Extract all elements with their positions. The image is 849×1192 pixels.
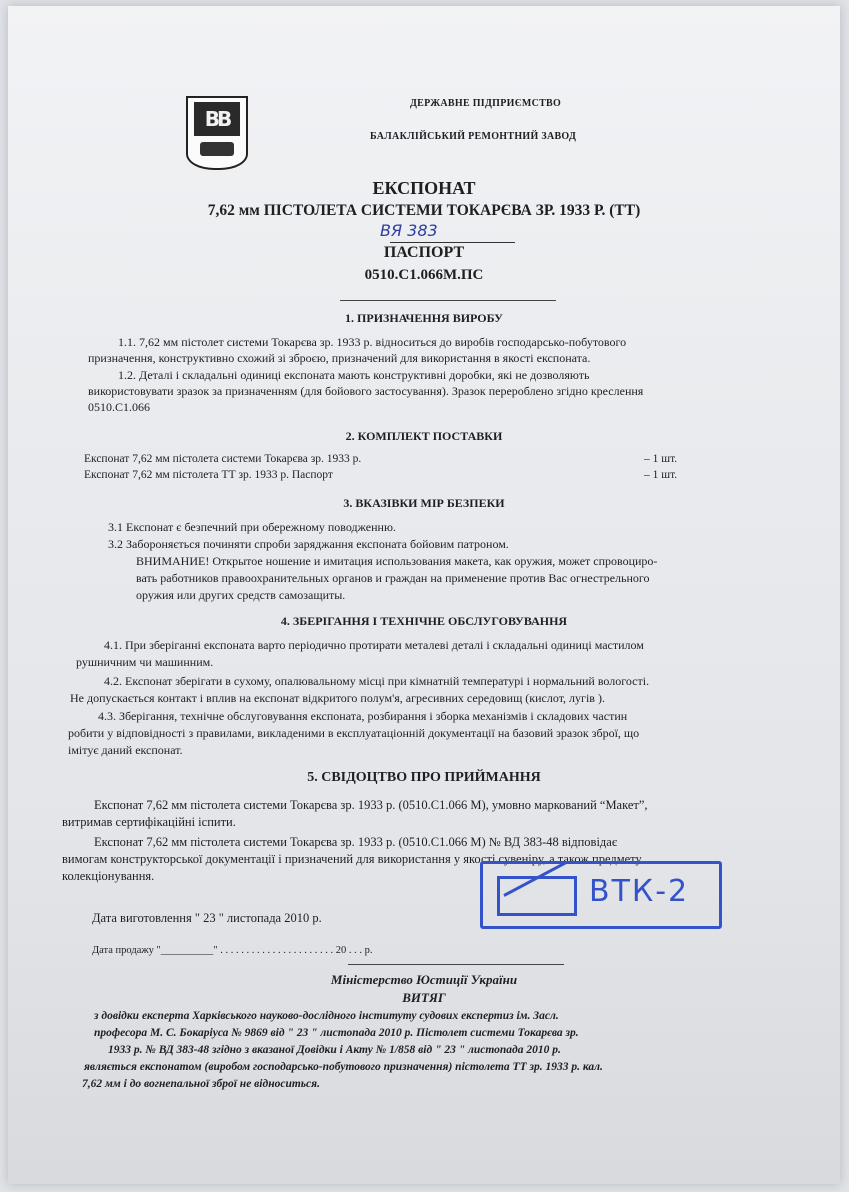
s1-p1-line2: призначення, конструктивно схожий зі зброєю, призначений для використання в якості експоната. [88,351,591,365]
s5-p2-line2: вимогам конструкторської документації і призначений для використання у якості сувеніру, а також предмету [62,852,642,866]
qc-stamp [480,861,722,929]
factory-logo [186,96,248,170]
kit-item-1: Експонат 7,62 мм пістолета системи Токарєва зр. 1933 р. [84,453,362,465]
s1-p2-line3: 0510.С1.066 [88,400,151,414]
stamp-box-icon [497,876,577,916]
extract-line-2: професора М. С. Бокаріуса № 9869 від " 23 " листопада 2010 р. Пістолет системи Токарєва зр. [94,1027,579,1039]
doc-title: ЕКСПОНАТ [372,178,476,198]
s1-p1-line1: 1.1. 7,62 мм пістолет системи Токарєва зр. 1933 р. відноситься до виробів господарсько-побутового [118,335,627,349]
doc-code: 0510.С1.066М.ПС [364,267,484,283]
extract-title: ВИТЯГ [402,990,446,1005]
section-2-heading: 2. КОМПЛЕКТ ПОСТАВКИ [345,429,503,443]
s5-p1-line1: Експонат 7,62 мм пістолета системи Токарєва зр. 1933 р. (0510.С1.066 М), умовно маркований “Макет”, [94,798,648,812]
s5-p2-line3: колекціонування. [62,869,155,883]
section-3-heading: 3. ВКАЗІВКИ МІР БЕЗПЕКИ [343,496,505,510]
s1-p2-line2: використовувати зразок за призначенням (для бойового застосування). Зразок перероблено згідно креслення [88,384,644,398]
stamp-text: ВТК-2 [589,874,690,909]
manufacture-date: Дата виготовлення " 23 " листопада 2010 р. [92,911,322,925]
extract-line-3: 1933 р. № ВД 383-48 згідно з вказаної Довідки і Акту № 1/858 від " 23 " листопада 2010 р. [108,1044,561,1056]
extract-line-1: з довідки експерта Харківського науково-дослідного інституту судових експертиз ім. Засл. [94,1010,559,1022]
s4-p2-line2: Не допускається контакт і вплив на експонат відкритого полум'я, агресивних середовищ (кислот, лугів ). [70,691,605,705]
s4-p3-line2: робити у відповідності з правилами, викладеними в експлуатаціонній документації на базовий зразок зброї, що [68,726,640,740]
org-line-1: ДЕРЖАВНЕ ПІДПРИЄМСТВО [410,98,562,109]
s3-warning-line2: вать работников правоохранительных органов и граждан на применение против Вас огнестрельного [136,571,650,585]
s3-p2: 3.2 Забороняється починяти спроби заряджання експоната бойовим патроном. [108,537,509,551]
logo-monogram: BB [194,102,240,136]
section-1-heading: 1. ПРИЗНАЧЕННЯ ВИРОБУ [345,311,503,325]
s4-p3-line3: імітує даний експонат. [68,743,183,757]
s5-p2-line1: Експонат 7,62 мм пістолета системи Токарєва зр. 1933 р. (0510.С1.066 М) № ВД 383-48 відповідає [94,835,618,849]
extract-ministry: Міністерство Юстиції України [330,972,518,987]
kit-item-1-qty: – 1 шт. [644,453,678,465]
s3-p1: 3.1 Експонат є безпечний при обережному поводженню. [108,520,396,534]
s1-p2-line1: 1.2. Деталі і складальні одиниці експоната мають конструктивні доробки, які не дозволяють [118,368,590,382]
s4-p3-line1: 4.3. Зберігання, технічне обслуговування експоната, розбирання і зборка механізмів і складових частин [98,709,628,723]
s5-p1-line2: витримав сертифікаційні іспити. [62,815,236,829]
s4-p2-line1: 4.2. Експонат зберігати в сухому, опалювальному місці при кімнатній температурі і нормальний вологості. [104,674,650,688]
extract-line-5: 7,62 мм і до вогнепальної зброї не відноситься. [82,1078,320,1090]
s3-warning-line1: ВНИМАНИЕ! Открытое ношение и имитация использования макета, как оружия, может спровоциро- [136,554,658,568]
s4-p1-line1: 4.1. При зберіганні експоната варто періодично протирати металеві деталі і складальні одиниці мастилом [104,638,644,652]
kit-item-2-qty: – 1 шт. [644,469,678,481]
doc-type: ПАСПОРТ [383,244,465,261]
org-line-2: БАЛАКЛІЙСЬКИЙ РЕМОНТНИЙ ЗАВОД [370,131,577,142]
logo-tank-icon [200,142,234,156]
sale-date: Дата продажу "__________" . . . . . . . . . . . . . . . . . . . . . . 20 . . . р. [92,945,373,956]
kit-item-2: Експонат 7,62 мм пістолета ТТ зр. 1933 р. Паспорт [84,469,333,481]
extract-line-4: являється експонатом (виробом господарсько-побутового призначення) пістолета ТТ зр. 1933 р. кал. [84,1061,603,1073]
handwritten-serial: ВЯ 383 [380,221,438,240]
passport-document [8,6,840,1184]
section-4-heading: 4. ЗБЕРІГАННЯ І ТЕХНІЧНЕ ОБСЛУГОВУВАННЯ [280,614,568,628]
extract-divider [348,964,564,965]
serial-underline [390,242,515,243]
doc-subtitle: 7,62 мм ПІСТОЛЕТА СИСТЕМИ ТОКАРЄВА ЗР. 1933 Р. (ТТ) [207,202,641,219]
title-divider [340,300,556,301]
s3-warning-line3: оружия или других средств самозащиты. [136,588,346,602]
section-5-heading: 5. СВІДОЦТВО ПРО ПРИЙМАННЯ [307,770,541,785]
s4-p1-line2: рушничним чи машинним. [76,655,214,669]
